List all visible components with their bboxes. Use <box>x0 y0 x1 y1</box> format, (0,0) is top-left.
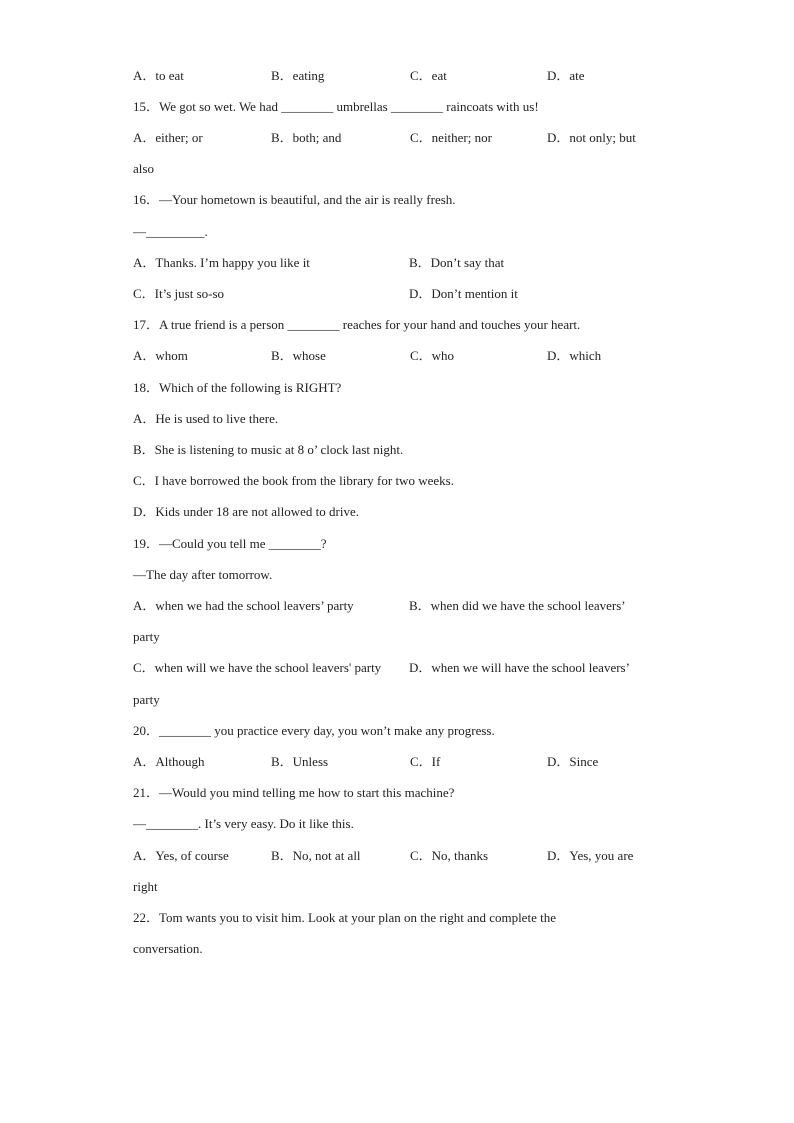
q21-option-d: D．Yes, you are <box>547 848 634 863</box>
q22-stem: 22．Tom wants you to visit him. Look at your plan on the right and complete the <box>133 910 556 925</box>
q14-option-c: C．eat <box>410 68 447 83</box>
q16-options-row2 <box>133 284 673 304</box>
q16-option-c: C．It’s just so-so <box>133 286 225 301</box>
q17-stem: 17．A true friend is a person ________ reaches for your hand and touches your heart. <box>133 317 581 332</box>
q15-stem: 15．We got so wet. We had ________ umbrellas ________ raincoats with us! <box>133 99 539 114</box>
q21-option-a: A．Yes, of course <box>133 848 229 863</box>
q17-option-d: D．which <box>547 348 602 363</box>
q21-option-c: C．No, thanks <box>410 848 489 863</box>
q19-reply: —The day after tomorrow. <box>133 567 273 582</box>
q20-option-d: D．Since <box>547 754 599 769</box>
q19-option-d: D．when we will have the school leavers’ <box>409 660 630 675</box>
q20-option-b: B．Unless <box>271 754 329 769</box>
q16-options-row1 <box>133 253 673 273</box>
q17-option-b: B．whose <box>271 348 326 363</box>
q17-options <box>133 346 673 366</box>
q21-option-d-wrap: right <box>133 879 158 894</box>
q14-options <box>133 66 673 86</box>
q21-option-b: B．No, not at all <box>271 848 361 863</box>
q17-option-c: C．who <box>410 348 455 363</box>
q16-option-a: A．Thanks. I’m happy you like it <box>133 255 310 270</box>
q21-stem: 21．—Would you mind telling me how to start this machine? <box>133 785 455 800</box>
q15-option-c: C．neither; nor <box>410 130 492 145</box>
q15-options <box>133 128 673 148</box>
q18-stem: 18．Which of the following is RIGHT? <box>133 380 342 395</box>
q19-stem: 19．—Could you tell me ________? <box>133 536 327 551</box>
q19-option-c-wrap: party <box>133 692 160 707</box>
q16-stem: 16．—Your hometown is beautiful, and the air is really fresh. <box>133 192 456 207</box>
q15-option-d-wrap: also <box>133 161 154 176</box>
q16-reply: —_________. <box>133 224 208 239</box>
q18-option-c: C．I have borrowed the book from the library for two weeks. <box>133 473 454 488</box>
q21-reply: —________. It’s very easy. Do it like this. <box>133 816 354 831</box>
q19-option-a: A．when we had the school leavers’ party <box>133 598 354 613</box>
q19-option-c: C．when will we have the school leavers' party <box>133 660 382 675</box>
q19-options-row1 <box>133 596 673 616</box>
q14-option-a: A．to eat <box>133 68 184 83</box>
q14-option-d: D．ate <box>547 68 585 83</box>
q20-option-a: A．Although <box>133 754 205 769</box>
q20-stem: 20．________ you practice every day, you won’t make any progress. <box>133 723 495 738</box>
q19-options-row2 <box>133 658 673 678</box>
q15-option-b: B．both; and <box>271 130 342 145</box>
q18-option-b: B．She is listening to music at 8 o’ clock last night. <box>133 442 404 457</box>
q17-option-a: A．whom <box>133 348 188 363</box>
q18-option-d: D．Kids under 18 are not allowed to drive. <box>133 504 360 519</box>
q19-option-b: B．when did we have the school leavers’ <box>409 598 626 613</box>
q20-option-c: C．If <box>410 754 441 769</box>
q16-option-d: D．Don’t mention it <box>409 286 518 301</box>
q16-option-b: B．Don’t say that <box>409 255 505 270</box>
q15-option-d: D．not only; but <box>547 130 636 145</box>
q18-option-a: A．He is used to live there. <box>133 411 279 426</box>
q15-option-a: A．either; or <box>133 130 203 145</box>
q22-stem-wrap: conversation. <box>133 941 203 956</box>
q21-options <box>133 846 673 866</box>
q19-option-a-wrap: party <box>133 629 160 644</box>
q20-options <box>133 752 673 772</box>
q14-option-b: B．eating <box>271 68 325 83</box>
